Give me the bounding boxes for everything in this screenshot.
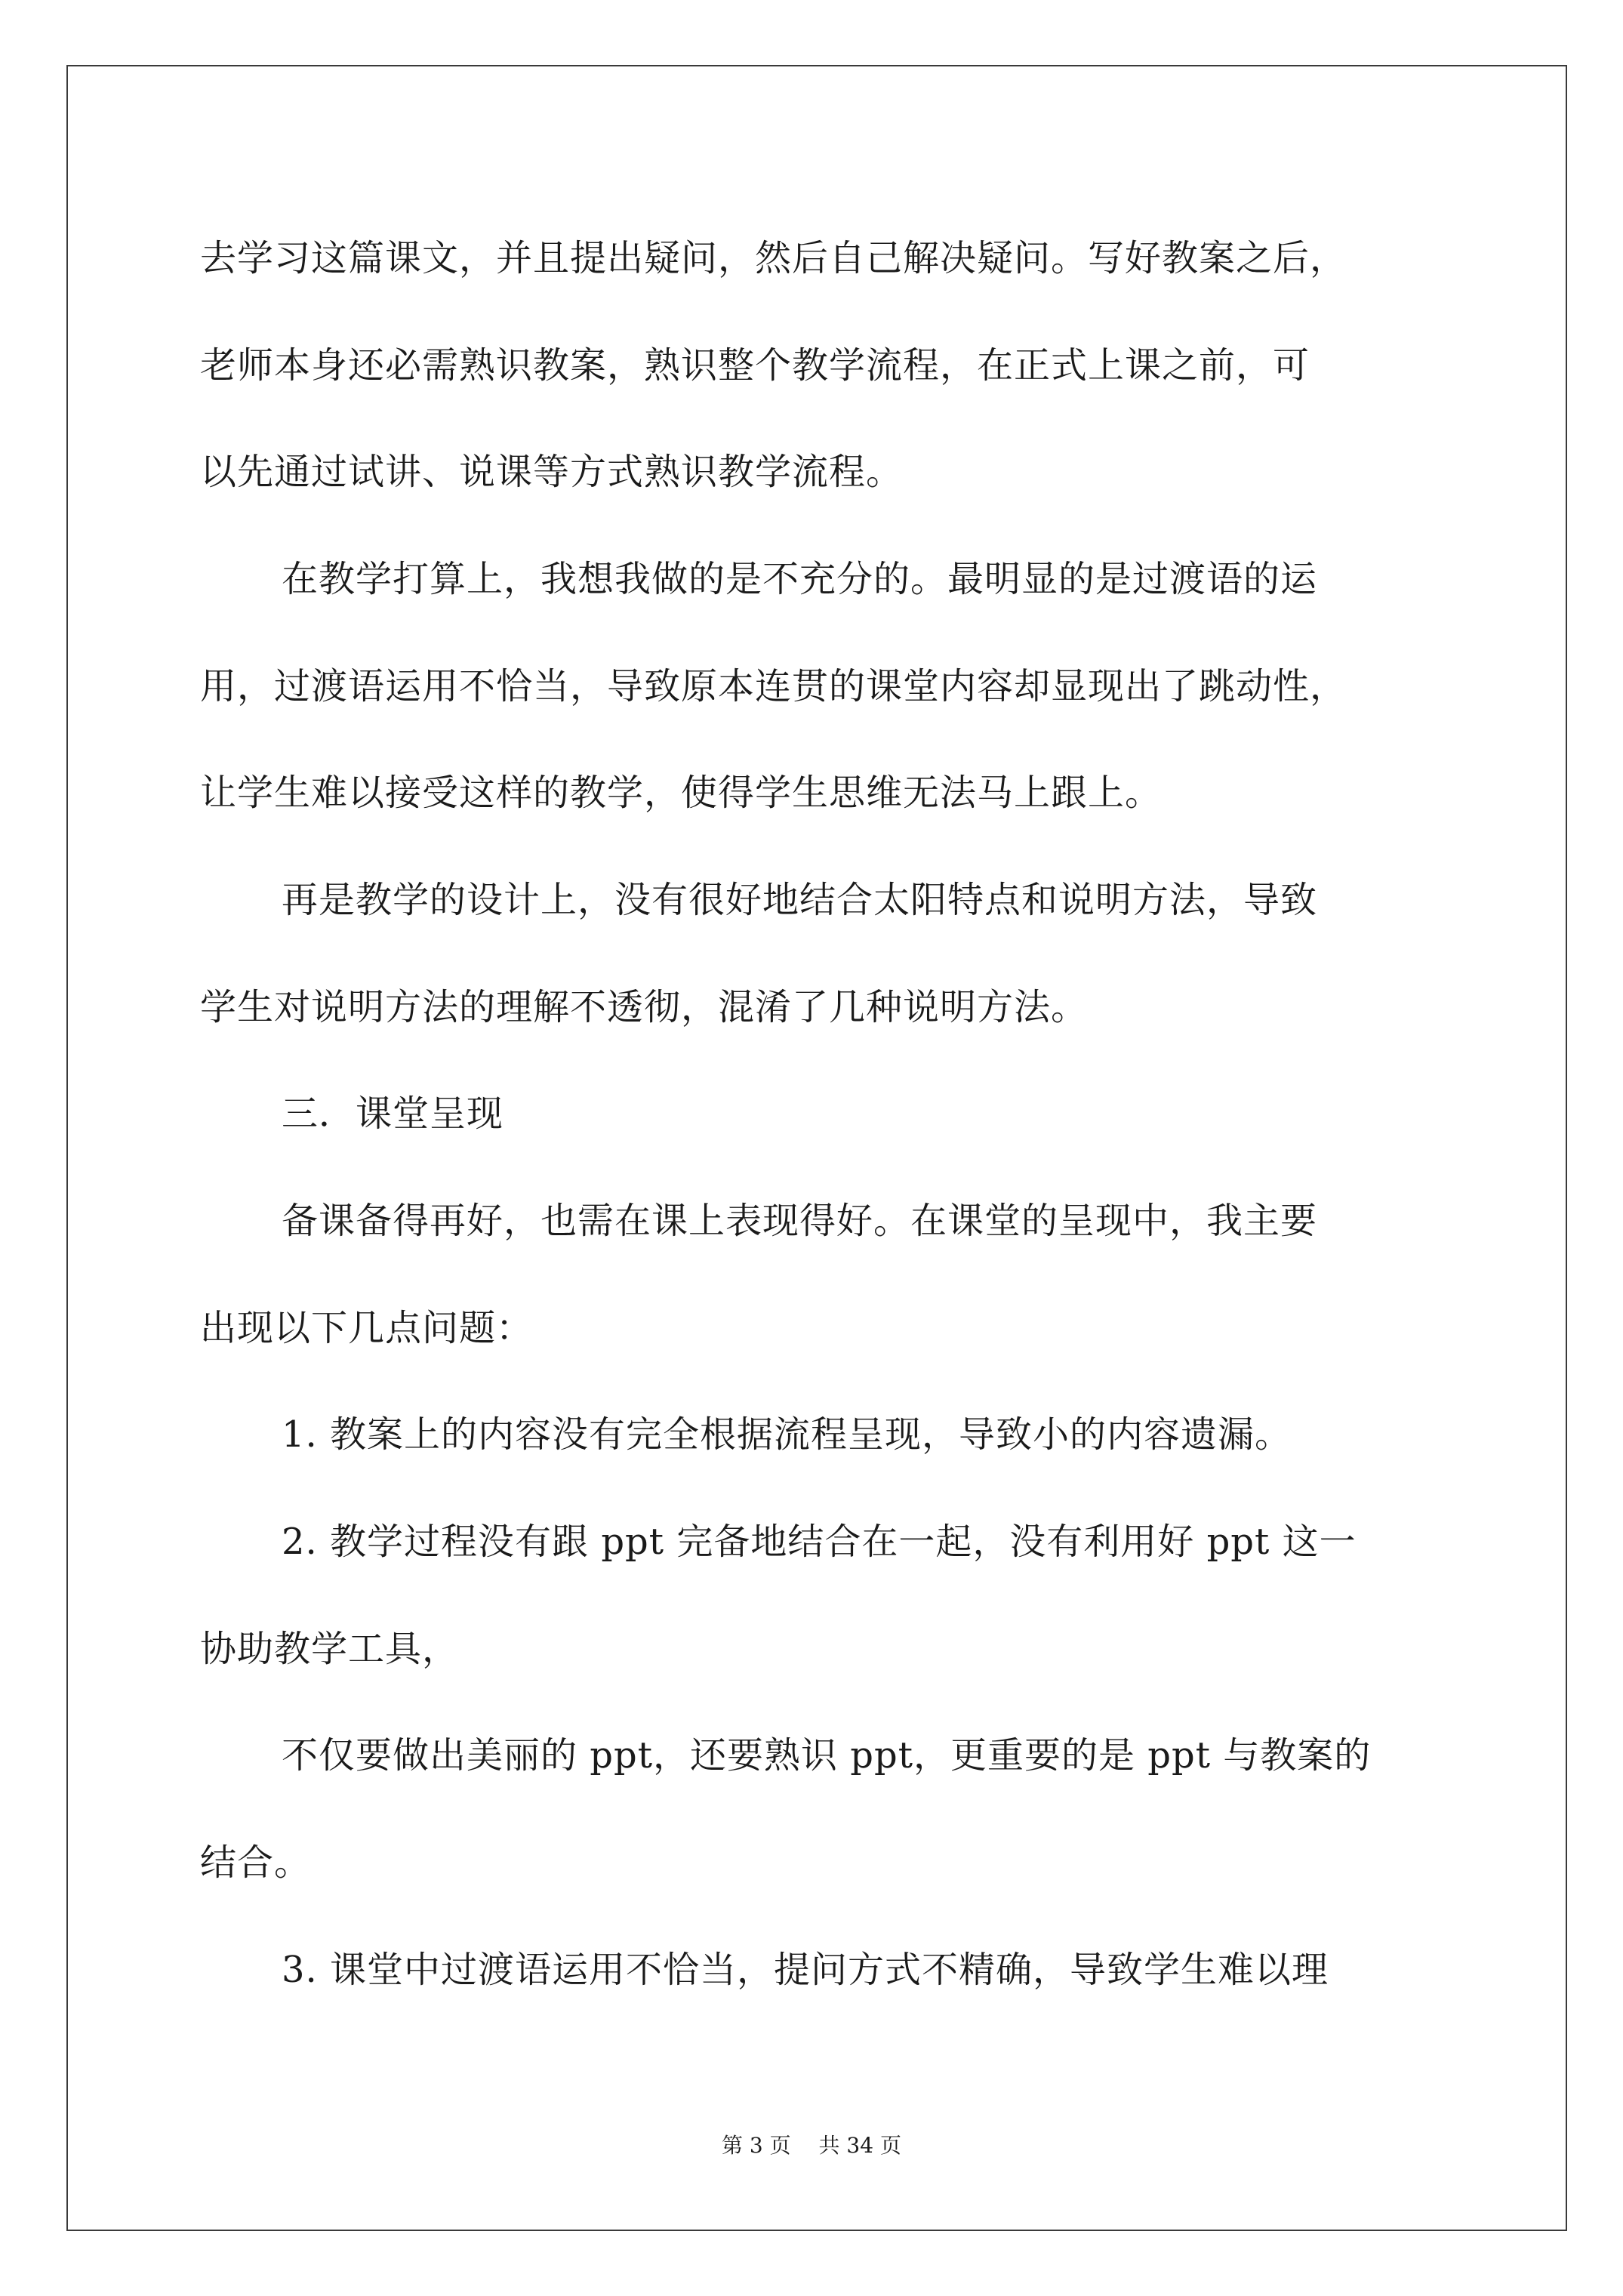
text-line: 在教学打算上，我想我做的是不充分的。最明显的是过渡语的运 — [282, 558, 1318, 600]
text-line: 让学生难以接受这样的教学，使得学生思维无法马上跟上。 — [200, 772, 1163, 814]
text-line: 备课备得再好，也需在课上表现得好。在课堂的呈现中，我主要 — [282, 1200, 1318, 1242]
text-line: 再是教学的设计上，没有很好地结合太阳特点和说明方法，导致 — [282, 879, 1318, 921]
page-number: 第 3 页 共 34 页 — [722, 2133, 901, 2158]
text-line: 结合。 — [200, 1841, 312, 1884]
section-heading: 三．课堂呈现 — [282, 1093, 504, 1135]
list-item: 2. 教学过程没有跟 ppt 完备地结合在一起，没有利用好 ppt 这一 — [282, 1521, 1357, 1563]
list-item: 1. 教案上的内容没有完全根据流程呈现，导致小的内容遗漏。 — [282, 1413, 1292, 1456]
text-line: 以先通过试讲、说课等方式熟识教学流程。 — [200, 451, 904, 493]
text-line: 协助教学工具， — [200, 1628, 460, 1670]
text-line: 出现以下几点问题： — [200, 1307, 534, 1349]
text-line: 学生对说明方法的理解不透彻，混淆了几种说明方法。 — [200, 986, 1089, 1028]
text-line: 老师本身还必需熟识教案，熟识整个教学流程，在正式上课之前，可 — [200, 344, 1310, 387]
text-line: 去学习这篇课文，并且提出疑问，然后自己解决疑问。写好教案之后， — [200, 237, 1347, 279]
list-item: 3. 课堂中过渡语运用不恰当，提问方式不精确，导致学生难以理 — [282, 1949, 1329, 1991]
text-line: 用，过渡语运用不恰当，导致原本连贯的课堂内容却显现出了跳动性， — [200, 665, 1347, 707]
page-border — [66, 65, 1567, 2231]
text-line: 不仅要做出美丽的 ppt，还要熟识 ppt，更重要的是 ppt 与教案的 — [282, 1734, 1372, 1777]
